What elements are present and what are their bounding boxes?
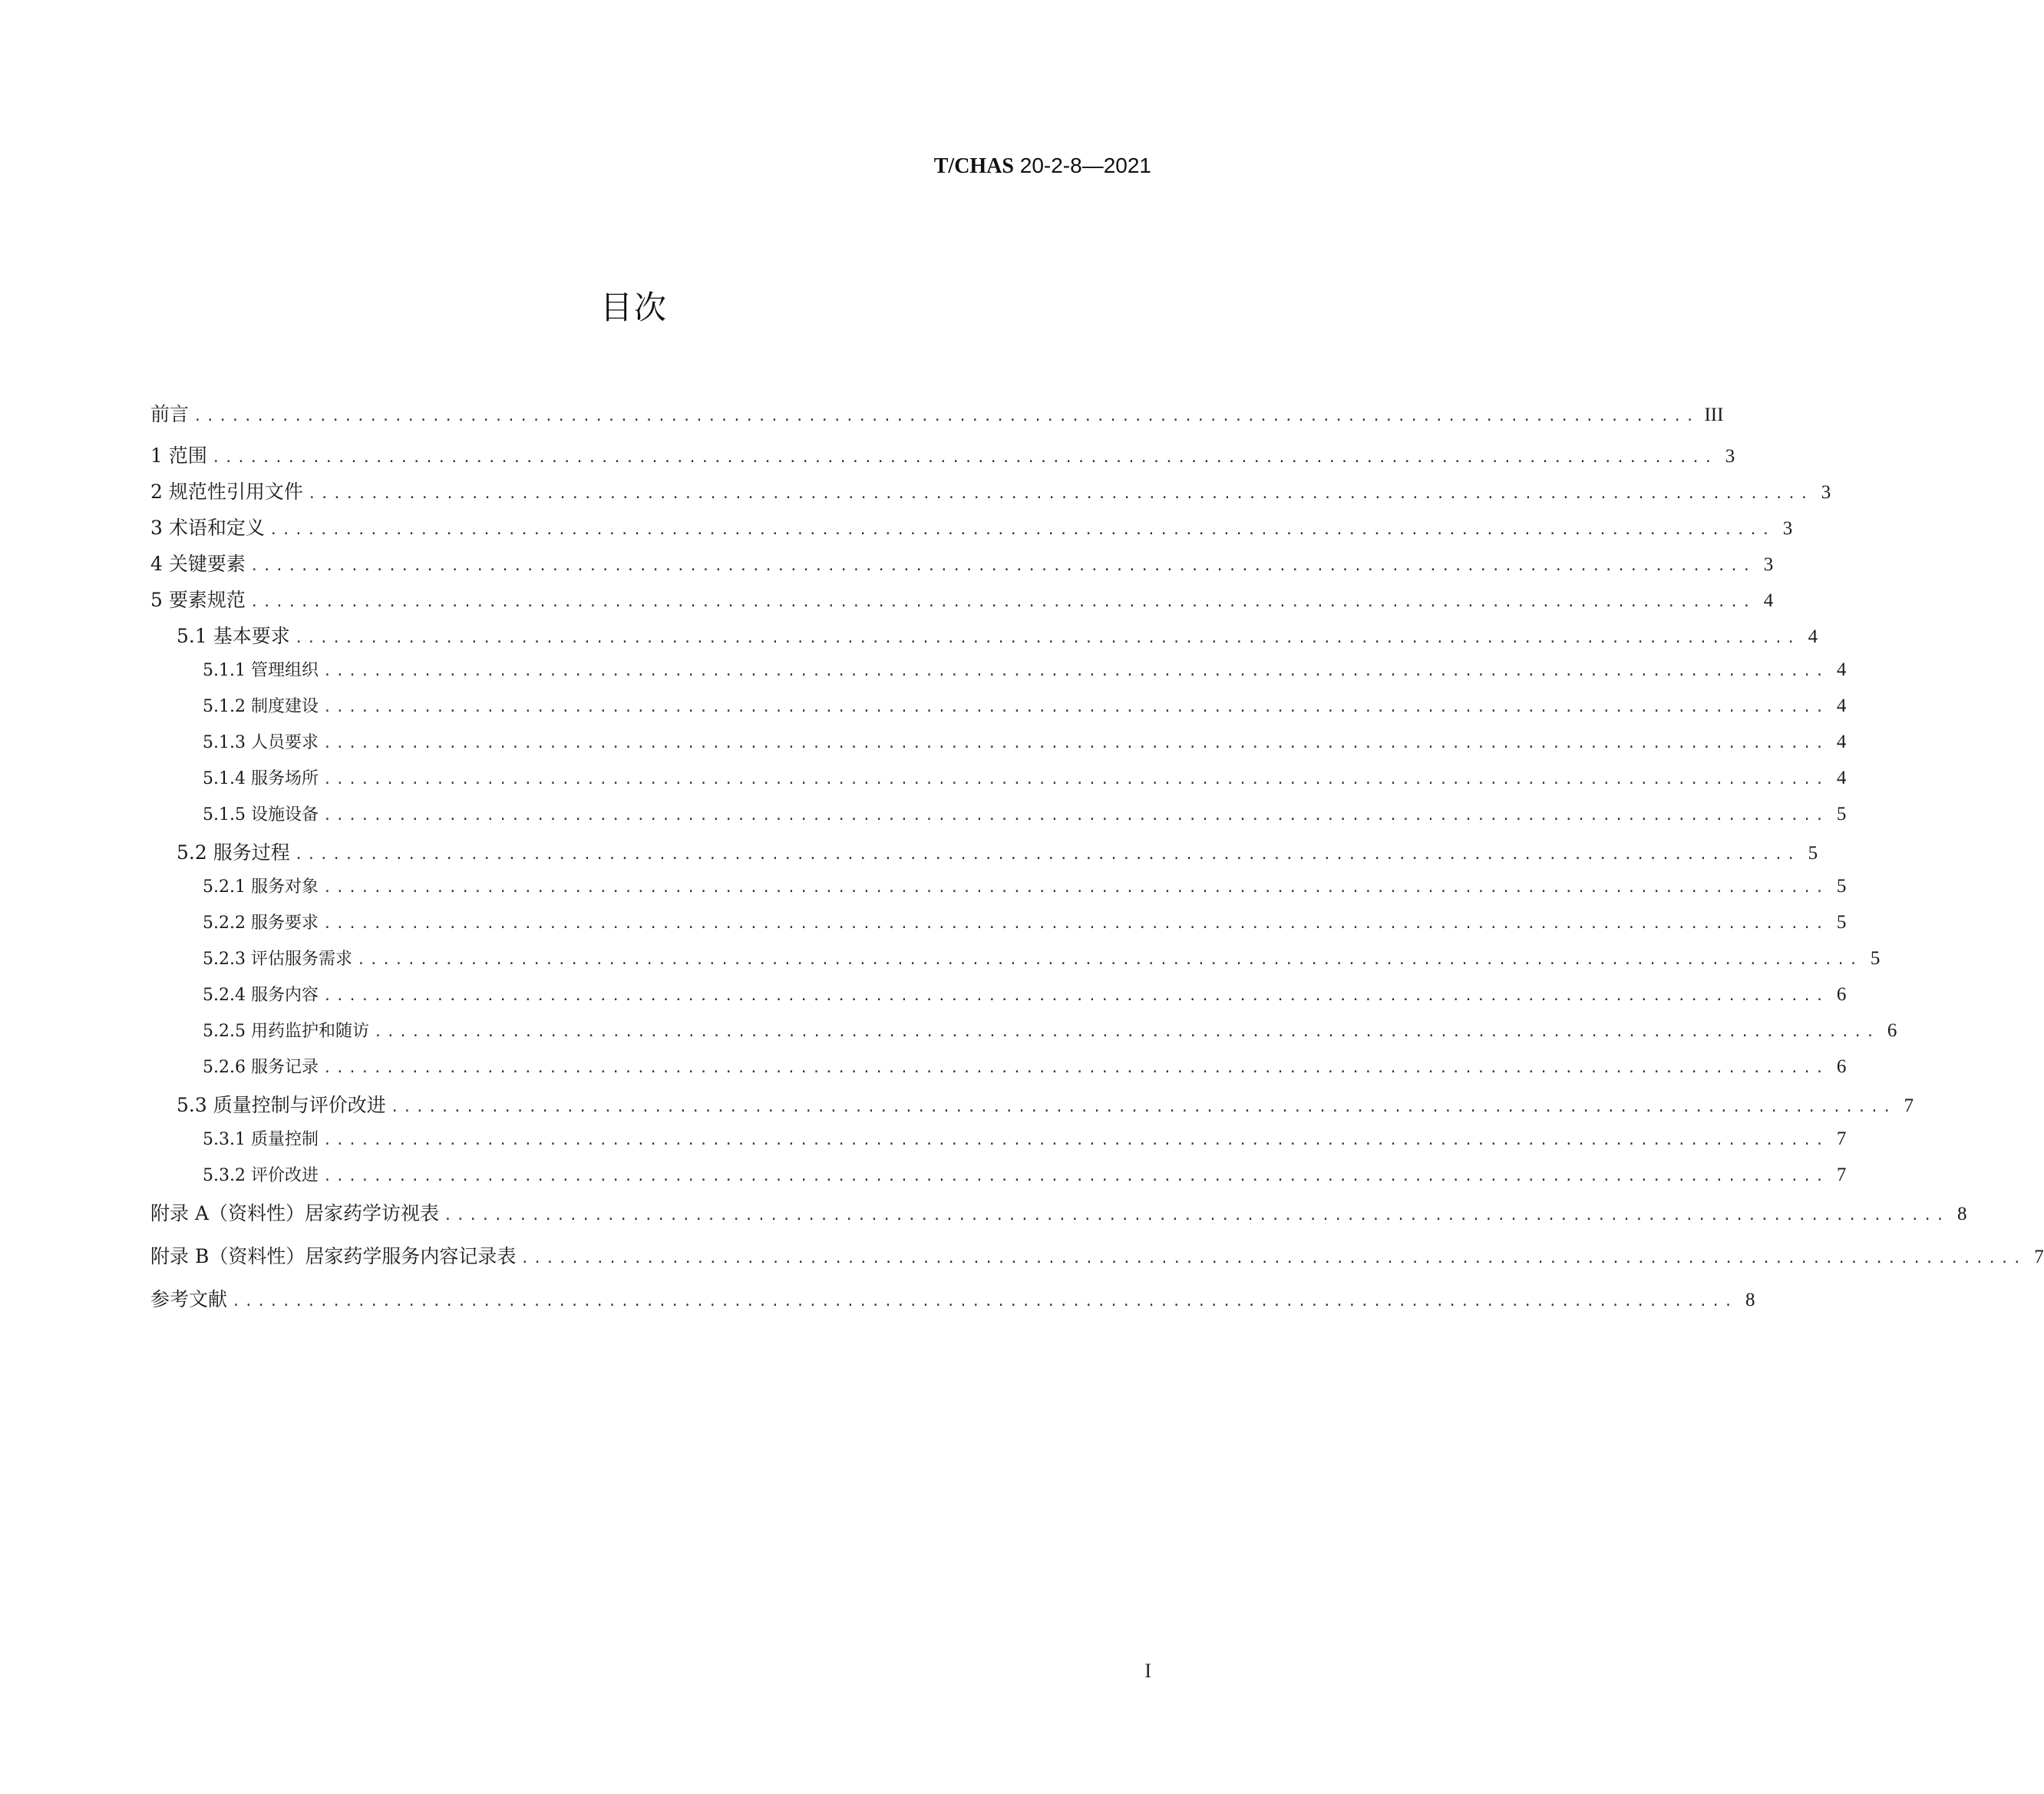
toc-entry-page: III	[1704, 405, 1724, 425]
toc-entry-label: 5 要素规范	[150, 589, 246, 611]
toc-entry-terms[interactable]	[150, 513, 1793, 549]
toc-entry-page: 7	[1904, 1095, 1914, 1116]
toc-leader-dots: ........................................................................................................................	[373, 1024, 1879, 1040]
toc-entry-5-1-4[interactable]	[150, 765, 1847, 801]
toc-entry-label: 1 范围	[150, 444, 207, 467]
toc-leader-dots: ........................................................................................................................	[269, 522, 1775, 538]
toc-entry-label: 5.1.1 管理组织	[203, 661, 319, 680]
toc-entry-5-2[interactable]	[150, 838, 1818, 874]
toc-leader-dots: ........................................................................................................................	[322, 771, 1828, 788]
toc-entry-5-2-1[interactable]	[150, 874, 1847, 910]
toc-entry-page: 7	[2034, 1247, 2044, 1267]
toc-entry-page: 8	[1956, 1204, 1967, 1224]
toc-entry-page: 5	[1836, 804, 1847, 824]
toc-entry-page: 7	[1836, 1128, 1847, 1149]
toc-entry-page: 3	[1821, 482, 1831, 503]
document-code-prefix: T/CHAS	[933, 154, 1014, 178]
toc-leader-dots: ........................................................................................................................	[294, 847, 1800, 863]
toc-entry-label: 5.1.3 人员要求	[203, 733, 319, 752]
toc-entry-5-2-3[interactable]	[150, 946, 1881, 982]
toc-entry-label: 4 关键要素	[150, 553, 246, 575]
toc-entry-page: 4	[1763, 590, 1774, 611]
toc-entry-page: 5	[1870, 948, 1881, 969]
toc-entry-scope[interactable]	[150, 441, 1735, 477]
toc-leader-dots: ........................................................................................................................	[322, 880, 1828, 896]
toc-entry-foreword[interactable]	[150, 399, 1724, 441]
toc-entry-page: 8	[1745, 1290, 1755, 1310]
toc-entry-5-2-4[interactable]	[150, 982, 1847, 1018]
toc-entry-page: 3	[1782, 518, 1793, 539]
toc-entry-bibliography[interactable]	[150, 1284, 1755, 1327]
toc-leader-dots: ........................................................................................................................	[322, 916, 1828, 932]
page-number: I	[1144, 1660, 1151, 1682]
toc-leader-dots: ........................................................................................................................	[322, 735, 1828, 752]
toc-entry-5-1-5[interactable]	[150, 801, 1847, 838]
toc-leader-dots: ........................................................................................................................	[356, 952, 1862, 968]
toc-entry-5-1-3[interactable]	[150, 729, 1847, 765]
toc-leader-dots: ........................................................................................................................	[390, 1099, 1896, 1115]
toc-leader-dots: ........................................................................................................................	[249, 558, 1755, 574]
toc-leader-dots: ........................................................................................................................	[232, 1293, 1737, 1310]
toc-entry-label: 5.2 服务过程	[177, 841, 290, 864]
toc-leader-dots: ........................................................................................................................	[193, 408, 1699, 425]
toc-entry-label: 5.2.2 服务要求	[203, 914, 319, 933]
toc-entry-page: 7	[1836, 1165, 1847, 1185]
toc-entry-label: 5.2.1 服务对象	[203, 877, 319, 897]
toc-entry-label: 5.3.1 质量控制	[203, 1130, 319, 1149]
toc-entry-label: 5.3 质量控制与评价改进	[177, 1094, 386, 1116]
toc-entry-page: 4	[1808, 626, 1818, 647]
document-code-number: 20-2-8—2021	[1013, 154, 1151, 177]
toc-leader-dots: ........................................................................................................................	[322, 699, 1828, 715]
toc-entry-label: 附录 B（资料性）居家药学服务内容记录表	[150, 1245, 517, 1267]
toc-entry-label: 前言	[150, 403, 190, 425]
table-of-contents	[150, 399, 2044, 1327]
toc-entry-label: 3 术语和定义	[150, 517, 265, 539]
toc-leader-dots: ........................................................................................................................	[322, 988, 1828, 1004]
toc-entry-page: 4	[1836, 768, 1847, 788]
toc-entry-label: 5.2.6 服务记录	[203, 1058, 319, 1077]
toc-entry-label: 2 规范性引用文件	[150, 481, 303, 503]
toc-entry-5-1-1[interactable]	[150, 657, 1847, 693]
document-code	[934, 154, 1151, 179]
toc-leader-dots: ........................................................................................................................	[249, 594, 1755, 610]
toc-entry-normative-references[interactable]	[150, 477, 1831, 513]
toc-entry-page: 5	[1836, 876, 1847, 897]
toc-entry-page: 4	[1836, 659, 1847, 680]
toc-entry-page: 3	[1725, 446, 1735, 467]
toc-entry-element-spec[interactable]	[150, 585, 1774, 621]
toc-entry-page: 6	[1836, 1056, 1847, 1077]
toc-entry-label: 5.3.2 评价改进	[203, 1166, 319, 1185]
toc-entry-5-2-5[interactable]	[150, 1018, 1897, 1054]
toc-entry-5-3-1[interactable]	[150, 1126, 1847, 1162]
toc-entry-5-3-2[interactable]	[150, 1162, 1847, 1198]
toc-leader-dots: ........................................................................................................................	[322, 1132, 1828, 1148]
toc-entry-key-elements[interactable]	[150, 549, 1774, 585]
toc-entry-page: 5	[1836, 912, 1847, 933]
toc-entry-appendix-a[interactable]	[150, 1198, 1967, 1241]
toc-leader-dots: ........................................................................................................................	[294, 630, 1800, 646]
toc-entry-label: 5.2.3 评估服务需求	[203, 950, 352, 969]
toc-entry-page: 5	[1808, 843, 1818, 864]
toc-entry-page: 4	[1836, 695, 1847, 716]
toc-leader-dots: ........................................................................................................................	[520, 1251, 2026, 1267]
toc-leader-dots: ........................................................................................................................	[322, 663, 1828, 679]
toc-leader-dots: ........................................................................................................................	[211, 450, 1717, 466]
toc-entry-label: 5.2.5 用药监护和随访	[203, 1022, 369, 1041]
toc-entry-5-1-2[interactable]	[150, 693, 1847, 729]
toc-entry-label: 附录 A（资料性）居家药学访视表	[150, 1202, 440, 1224]
toc-entry-label: 5.1.2 制度建设	[203, 697, 319, 716]
toc-leader-dots: ........................................................................................................................	[322, 808, 1828, 824]
toc-entry-label: 5.1.4 服务场所	[203, 769, 319, 788]
toc-entry-label: 5.1.5 设施设备	[203, 805, 319, 824]
toc-entry-5-3[interactable]	[150, 1090, 1914, 1126]
toc-leader-dots: ........................................................................................................................	[307, 486, 1813, 502]
toc-entry-label: 5.2.4 服务内容	[203, 986, 319, 1005]
toc-entry-page: 6	[1887, 1020, 1897, 1041]
toc-entry-label: 参考文献	[150, 1288, 228, 1310]
toc-entry-appendix-b[interactable]	[150, 1241, 2044, 1284]
toc-entry-5-1[interactable]	[150, 621, 1818, 657]
toc-leader-dots: ........................................................................................................................	[322, 1060, 1828, 1076]
toc-entry-5-2-2[interactable]	[150, 910, 1847, 946]
toc-title: 目次	[599, 289, 668, 326]
toc-entry-page: 3	[1763, 554, 1774, 575]
toc-entry-5-2-6[interactable]	[150, 1054, 1847, 1090]
toc-leader-dots: ........................................................................................................................	[322, 1168, 1828, 1184]
toc-entry-page: 4	[1836, 732, 1847, 752]
toc-leader-dots: ........................................................................................................................	[444, 1208, 1949, 1224]
toc-entry-label: 5.1 基本要求	[177, 625, 290, 647]
toc-entry-page: 6	[1836, 984, 1847, 1005]
